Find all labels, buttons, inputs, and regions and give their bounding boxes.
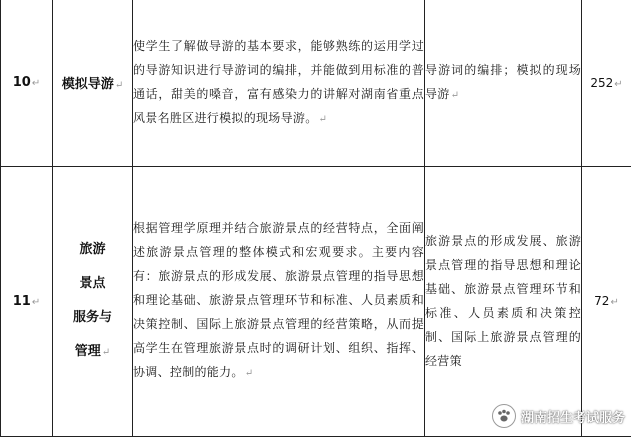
course-description-cell <box>133 0 425 166</box>
course-hours-cell <box>582 166 631 436</box>
paragraph-mark: ↵ <box>32 78 40 89</box>
watermark <box>492 404 625 428</box>
course-hours-cell <box>582 0 631 166</box>
watermark-text: 湖南招生考试服务 <box>521 407 625 426</box>
table-row <box>1 166 631 436</box>
row-number: 11 <box>13 294 31 309</box>
paragraph-mark: ↵ <box>245 368 254 379</box>
paragraph-mark: ↵ <box>115 80 123 91</box>
row-number: 10 <box>13 75 31 90</box>
course-description: 根据管理学原理并结合旅游景点的经营特点，全面阐述旅游景点管理的整体模式和宏观要求。主要内容有：旅游景点的形成发展、旅游景点管理的指导思想和理论基础、旅游景点管理环节和标准、人员素质和决策控制、国际上旅游景点管理的经营策略，从而提高学生在管理旅游景点时的调研计划、组织、指挥、协调、控制的能力。 <box>133 221 424 379</box>
course-hours: 72 <box>594 294 609 308</box>
course-hours: 252 <box>590 76 613 90</box>
course-topics: 导游词的编排；模拟的现场导游 <box>425 63 581 101</box>
paw-icon <box>492 404 516 428</box>
course-name-line: 管理 <box>75 344 101 359</box>
course-name: 模拟导游 <box>62 77 114 92</box>
table-row <box>1 0 631 166</box>
course-description: 使学生了解做导游的基本要求，能够熟练的运用学过的导游知识进行导游词的编排，并能做到用标准的普通话，甜美的嗓音，富有感染力的讲解对湖南省重点风景名胜区进行模拟的现场导游。 <box>133 39 424 125</box>
course-name-line: 服务与 <box>73 301 112 335</box>
course-name-cell <box>53 166 133 436</box>
course-name-line: 旅游 <box>73 233 112 267</box>
course-topics-cell <box>425 166 582 436</box>
course-topics-cell <box>425 0 582 166</box>
paragraph-mark: ↵ <box>102 347 110 358</box>
row-number-cell <box>1 166 53 436</box>
row-number-cell <box>1 0 53 166</box>
paragraph-mark: ↵ <box>319 114 328 125</box>
course-description-cell <box>133 166 425 436</box>
course-topics: 旅游景点的形成发展、旅游景点管理的指导思想和理论基础、旅游景点管理环节和标准、人员素质和决策控制、国际上旅游景点管理的经营策 <box>425 234 581 368</box>
course-name-line: 景点 <box>73 267 112 301</box>
course-name-cell <box>53 0 133 166</box>
paragraph-mark: ↵ <box>451 90 460 101</box>
paragraph-mark: ↵ <box>610 297 618 308</box>
paragraph-mark: ↵ <box>32 297 40 308</box>
paragraph-mark: ↵ <box>614 79 622 90</box>
